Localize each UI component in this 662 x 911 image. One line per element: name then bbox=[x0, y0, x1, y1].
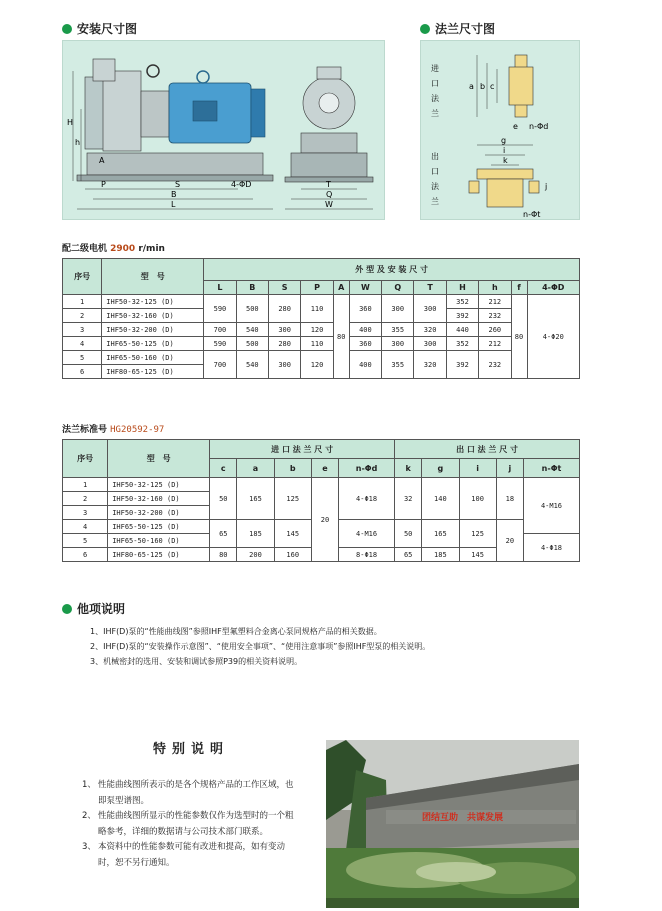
cell-Q: 355 bbox=[382, 323, 414, 337]
cell-no: 4 bbox=[63, 337, 102, 351]
col-header-nphid: n-Φd bbox=[339, 459, 395, 478]
cell-P: 110 bbox=[301, 337, 333, 351]
list-item bbox=[82, 840, 300, 871]
col-header-c: c bbox=[210, 459, 237, 478]
cell-g: 140 bbox=[422, 478, 459, 520]
bullet-icon bbox=[62, 24, 72, 34]
cell-W: 360 bbox=[349, 337, 381, 351]
cell-j: 18 bbox=[496, 478, 523, 520]
cell-no: 5 bbox=[63, 534, 108, 548]
other-notes bbox=[90, 624, 610, 669]
cell-nphid: 4-Φ18 bbox=[339, 478, 395, 520]
cell-Q: 355 bbox=[382, 351, 414, 379]
cell-T: 320 bbox=[414, 351, 446, 379]
inlet-label-3: 法 bbox=[431, 94, 439, 103]
cell-e: 20 bbox=[311, 478, 338, 562]
cell-H: 440 bbox=[446, 323, 478, 337]
cell-h: 232 bbox=[479, 351, 511, 379]
cell-f: 80 bbox=[511, 295, 527, 379]
inlet-label-2: 口 bbox=[431, 79, 439, 88]
cell-no: 4 bbox=[63, 520, 108, 534]
cell-S: 300 bbox=[269, 323, 301, 337]
note-item: 3、机械密封的选用、安装和调试参照P39的相关资料说明。 bbox=[90, 657, 303, 666]
cell-no: 1 bbox=[63, 295, 102, 309]
dim-T: T bbox=[326, 180, 331, 189]
col-header-no: 序号 bbox=[63, 440, 108, 478]
cell-b: 160 bbox=[274, 548, 311, 562]
col-header-nphit: n-Φt bbox=[524, 459, 580, 478]
motor-caption bbox=[62, 241, 165, 254]
cell-g: 165 bbox=[422, 520, 459, 548]
cell-P: 120 bbox=[301, 351, 333, 379]
bullet-icon bbox=[420, 24, 430, 34]
col-header-group: 外 型 及 安 装 尺 寸 bbox=[204, 259, 580, 281]
outlet-label-1: 出 bbox=[431, 152, 439, 161]
cell-W: 360 bbox=[349, 295, 381, 323]
cell-S: 280 bbox=[269, 295, 301, 323]
cell-no: 3 bbox=[63, 506, 108, 520]
cell-model: IHF50-32-200 (D) bbox=[102, 323, 204, 337]
other-notes-title bbox=[62, 600, 125, 617]
install-drawing-title bbox=[62, 20, 137, 37]
flange-drawing-title bbox=[420, 20, 495, 37]
dim-b: b bbox=[480, 82, 486, 91]
cell-model: IHF80-65-125 (D) bbox=[102, 365, 204, 379]
table-row bbox=[63, 337, 580, 351]
table-row bbox=[63, 323, 580, 337]
col-header-b: b bbox=[274, 459, 311, 478]
cell-b: 125 bbox=[274, 478, 311, 520]
list-item bbox=[82, 809, 300, 840]
item-number: 1、 bbox=[82, 780, 96, 790]
outlet-label-2: 口 bbox=[431, 167, 439, 176]
item-text: 性能曲线图所显示的性能参数仅作为选型时的一个粗略参考，详细的数据请与公司技术部门联系。 bbox=[98, 811, 294, 837]
bullet-icon bbox=[62, 604, 72, 614]
col-header-a: a bbox=[237, 459, 274, 478]
cell-L: 700 bbox=[204, 351, 236, 379]
col-header-H: H bbox=[446, 281, 478, 295]
cell-W: 400 bbox=[349, 351, 381, 379]
cell-c: 80 bbox=[210, 548, 237, 562]
cell-A: 80 bbox=[333, 295, 349, 379]
col-header-g: g bbox=[422, 459, 459, 478]
col-header-inlet: 进 口 法 兰 尺 寸 bbox=[210, 440, 395, 459]
dim-L: L bbox=[171, 200, 176, 209]
col-header-outlet: 出 口 法 兰 尺 寸 bbox=[395, 440, 580, 459]
col-header-no: 序号 bbox=[63, 259, 102, 295]
dim-B: B bbox=[171, 190, 177, 199]
col-header-S: S bbox=[269, 281, 301, 295]
cell-T: 300 bbox=[414, 337, 446, 351]
special-notes bbox=[82, 738, 300, 757]
cell-a: 185 bbox=[237, 520, 274, 548]
col-header-W: W bbox=[349, 281, 381, 295]
dim-P: P bbox=[101, 180, 106, 189]
table-row bbox=[63, 478, 580, 492]
cell-i: 125 bbox=[459, 520, 496, 548]
cell-h: 212 bbox=[479, 337, 511, 351]
cell-model: IHF65-50-160 (D) bbox=[102, 351, 204, 365]
install-dimension-table bbox=[62, 258, 580, 379]
flange-title-text: 法兰尺寸图 bbox=[435, 22, 496, 36]
note-item: 2、IHF(D)泵的“安装操作示意图”、“使用安全事项”、“使用注意事项”参照IHF型泵的相关说明。 bbox=[90, 642, 431, 651]
cell-k: 32 bbox=[395, 478, 422, 520]
col-header-Q: Q bbox=[382, 281, 414, 295]
dim-S: S bbox=[175, 180, 181, 189]
cell-H: 352 bbox=[446, 337, 478, 351]
dim-A: A bbox=[99, 156, 105, 165]
cell-i: 100 bbox=[459, 478, 496, 520]
cell-S: 300 bbox=[269, 351, 301, 379]
inlet-label-4: 兰 bbox=[431, 109, 439, 118]
cell-B: 500 bbox=[236, 337, 268, 351]
cell-4phiD: 4-Φ20 bbox=[527, 295, 579, 379]
cell-no: 5 bbox=[63, 351, 102, 365]
cell-T: 300 bbox=[414, 295, 446, 323]
cell-no: 6 bbox=[63, 365, 102, 379]
list-item bbox=[82, 778, 300, 809]
cell-nphit: 4-Φ18 bbox=[524, 534, 580, 562]
item-number: 3、 bbox=[82, 842, 96, 852]
cell-W: 400 bbox=[349, 323, 381, 337]
flange-std-caption bbox=[62, 422, 164, 435]
col-header-T: T bbox=[414, 281, 446, 295]
motor-speed: 2900 bbox=[110, 244, 136, 254]
cell-model: IHF50-32-125 (D) bbox=[102, 295, 204, 309]
col-header-j: j bbox=[496, 459, 523, 478]
cell-nphit: 4-M16 bbox=[524, 478, 580, 534]
flange-std-number: HG20592-97 bbox=[110, 425, 165, 435]
cell-h: 212 bbox=[479, 295, 511, 309]
cell-model: IHF65-50-160 (D) bbox=[108, 534, 210, 548]
cell-H: 392 bbox=[446, 309, 478, 323]
dim-j: j bbox=[545, 182, 548, 191]
dim-g: g bbox=[501, 136, 507, 145]
table-row bbox=[63, 351, 580, 365]
dim-c: c bbox=[490, 82, 495, 91]
cell-H: 352 bbox=[446, 295, 478, 309]
cell-P: 120 bbox=[301, 323, 333, 337]
cell-model: IHF50-32-160 (D) bbox=[108, 492, 210, 506]
note-item: 1、IHF(D)泵的“性能曲线图”参照IHF型氟塑料合金离心泵同规格产品的相关数据。 bbox=[90, 627, 382, 636]
flange-dimension-table bbox=[62, 439, 580, 562]
motor-caption-prefix: 配二级电机 bbox=[62, 244, 111, 254]
col-header-A: A bbox=[333, 281, 349, 295]
cell-h: 232 bbox=[479, 309, 511, 323]
cell-no: 6 bbox=[63, 548, 108, 562]
cell-nphid: 4-M16 bbox=[339, 520, 395, 548]
cell-no: 1 bbox=[63, 478, 108, 492]
cell-a: 200 bbox=[237, 548, 274, 562]
cell-model: IHF65-50-125 (D) bbox=[102, 337, 204, 351]
factory-photo bbox=[326, 740, 579, 908]
dim-nphit: n-Φt bbox=[523, 210, 541, 219]
cell-H: 392 bbox=[446, 351, 478, 379]
cell-b: 145 bbox=[274, 520, 311, 548]
cell-S: 280 bbox=[269, 337, 301, 351]
dim-nphid: n-Φd bbox=[529, 122, 549, 131]
col-header-f: f bbox=[511, 281, 527, 295]
item-text: 性能曲线图所表示的是各个规格产品的工作区域，也即泵型谱图。 bbox=[98, 780, 294, 806]
item-number: 2、 bbox=[82, 811, 96, 821]
special-notes-title: 特别说明 bbox=[152, 742, 229, 757]
cell-P: 110 bbox=[301, 295, 333, 323]
col-header-h: h bbox=[479, 281, 511, 295]
cell-no: 2 bbox=[63, 309, 102, 323]
cell-model: IHF65-50-125 (D) bbox=[108, 520, 210, 534]
dim-Q: Q bbox=[326, 190, 333, 199]
cell-Q: 300 bbox=[382, 295, 414, 323]
cell-model: IHF50-32-160 (D) bbox=[102, 309, 204, 323]
cell-c: 65 bbox=[210, 520, 237, 548]
cell-B: 500 bbox=[236, 295, 268, 323]
outlet-label-3: 法 bbox=[431, 182, 439, 191]
photo-sign: 团结互助 共谋发展 bbox=[422, 813, 504, 823]
install-drawing bbox=[62, 40, 385, 220]
dim-h: h bbox=[75, 138, 81, 147]
cell-h: 260 bbox=[479, 323, 511, 337]
col-header-P: P bbox=[301, 281, 333, 295]
motor-unit: r/min bbox=[135, 244, 165, 254]
table-row bbox=[63, 295, 580, 309]
cell-model: IHF50-32-200 (D) bbox=[108, 506, 210, 520]
col-header-4phiD: 4-ΦD bbox=[527, 281, 579, 295]
dim-a: a bbox=[469, 82, 474, 91]
cell-T: 320 bbox=[414, 323, 446, 337]
cell-k: 65 bbox=[395, 548, 422, 562]
cell-B: 540 bbox=[236, 323, 268, 337]
col-header-i: i bbox=[459, 459, 496, 478]
cell-j: 20 bbox=[496, 520, 523, 562]
inlet-label-1: 进 bbox=[431, 64, 439, 73]
cell-i: 145 bbox=[459, 548, 496, 562]
flange-drawing bbox=[420, 40, 580, 220]
dim-H: H bbox=[67, 118, 74, 127]
cell-no: 3 bbox=[63, 323, 102, 337]
dim-W: W bbox=[325, 200, 333, 209]
cell-k: 50 bbox=[395, 520, 422, 548]
cell-g: 185 bbox=[422, 548, 459, 562]
cell-model: IHF80-65-125 (D) bbox=[108, 548, 210, 562]
col-header-B: B bbox=[236, 281, 268, 295]
dim-i: i bbox=[503, 146, 506, 155]
dim-e: e bbox=[513, 122, 518, 131]
col-header-L: L bbox=[204, 281, 236, 295]
cell-c: 50 bbox=[210, 478, 237, 520]
cell-L: 590 bbox=[204, 337, 236, 351]
dim-4phiD: 4-ΦD bbox=[231, 180, 252, 189]
col-header-k: k bbox=[395, 459, 422, 478]
col-header-model: 型 号 bbox=[102, 259, 204, 295]
col-header-model: 型 号 bbox=[108, 440, 210, 478]
cell-no: 2 bbox=[63, 492, 108, 506]
cell-L: 700 bbox=[204, 323, 236, 337]
outlet-label-4: 兰 bbox=[431, 197, 439, 206]
cell-L: 590 bbox=[204, 295, 236, 323]
other-notes-title-text: 他项说明 bbox=[77, 602, 126, 616]
flange-caption-prefix: 法兰标准号 bbox=[62, 425, 111, 435]
dim-k: k bbox=[503, 156, 508, 165]
cell-Q: 300 bbox=[382, 337, 414, 351]
cell-a: 165 bbox=[237, 478, 274, 520]
cell-nphid: 8-Φ18 bbox=[339, 548, 395, 562]
cell-model: IHF50-32-125 (D) bbox=[108, 478, 210, 492]
special-notes-list bbox=[82, 778, 300, 871]
cell-B: 540 bbox=[236, 351, 268, 379]
col-header-e: e bbox=[311, 459, 338, 478]
install-title-text: 安装尺寸图 bbox=[77, 22, 138, 36]
item-text: 本资料中的性能参数可能有改进和提高，如有变动时，恕不另行通知。 bbox=[98, 842, 286, 868]
